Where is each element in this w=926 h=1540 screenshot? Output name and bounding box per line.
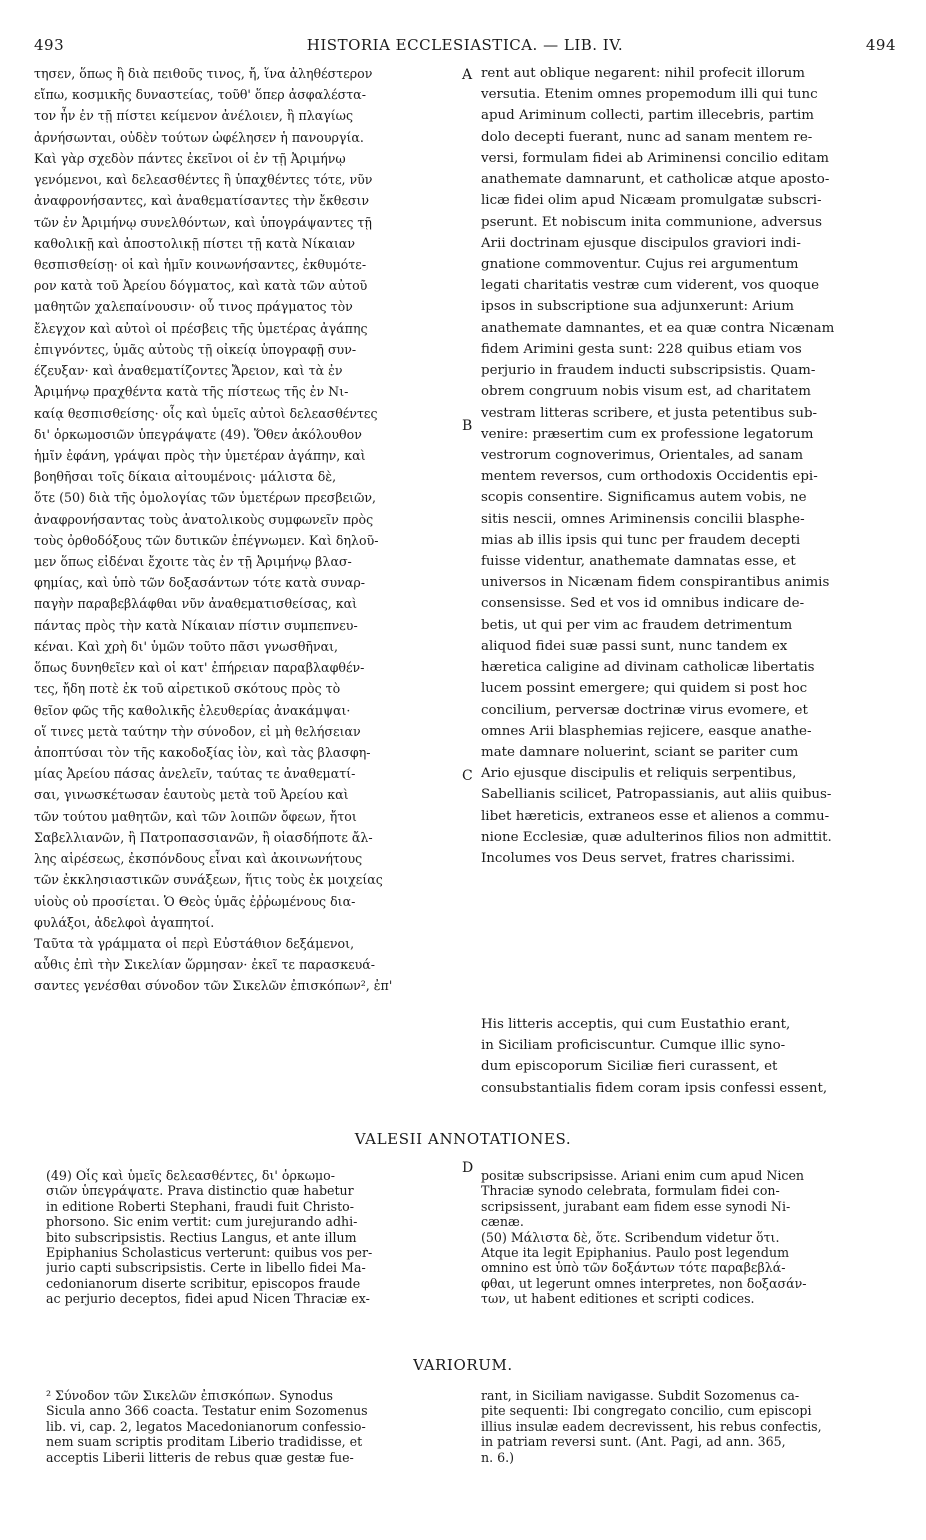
variorum-line: pite sequenti: Ibi congregato concilio, cum episcopi — [481, 1403, 812, 1419]
annotation-line: scripsissent, jurabant eam fidem esse synodi Ni- — [481, 1198, 791, 1214]
latin-text-line: Ario ejusque discipulis et reliquis serpentibus, — [481, 766, 797, 782]
latin-text-line: nione Ecclesiæ, quæ adulterinos filios non admittit. — [481, 829, 832, 845]
latin-text-line: versutia. Etenim omnes propemodum illi qui tunc — [481, 87, 818, 103]
annotation-line: cænæ. — [481, 1214, 524, 1230]
greek-text-line: τον ἦν ἐν τῇ πίστει κείμενον ἀνέλοιεν, ἢ πλαγίως — [34, 108, 354, 124]
latin-text-line: Incolumes vos Deus servet, fratres charissimi. — [481, 851, 796, 867]
greek-text-line: ἀναφρονήσαντας τοὺς ἀνατολικοὺς συμφωνεῖν πρὸς — [34, 511, 374, 527]
margin-letter-d: D — [462, 1160, 474, 1176]
greek-text-line: κέναι. Καὶ χρὴ δι' ὑμῶν τοῦτο πᾶσι γνωσθῆναι, — [34, 638, 339, 654]
latin-text-line: omnes Arii blasphemias rejicere, easque anathe- — [481, 723, 812, 739]
margin-letter-c: C — [462, 768, 473, 784]
greek-text-line: θεσπισθείσῃ· οἱ καὶ ἡμῖν κοινωνήσαντες, ἐκθυμότε- — [34, 256, 367, 272]
annotation-line: φθαι, ut legerunt omnes interpretes, non δοξασάν- — [481, 1275, 807, 1291]
variorum-line: acceptis Liberii litteris de rebus quæ gestæ fue- — [46, 1449, 354, 1465]
latin-text-line: legati charitatis vestræ cum viderent, vos quoque — [481, 278, 820, 294]
latin-text-line: consensisse. Sed et vos id omnibus indicare de- — [481, 596, 805, 612]
annotation-left — [46, 1168, 458, 1307]
greek-text-line: ὅτε (50) διὰ τῆς ὁμολογίας τῶν ὑμετέρων πρεσβειῶν, — [34, 490, 377, 506]
greek-text-line: τῶν τούτου μαθητῶν, καὶ τῶν λοιπῶν ὄφεων, ἤτοι — [34, 808, 357, 824]
greek-text-line: αὖθις ἐπὶ τὴν Σικελίαν ὥρμησαν· ἐκεῖ τε παρασκευά- — [34, 957, 376, 973]
variorum-left — [46, 1388, 458, 1465]
greek-text-line: Καὶ γὰρ σχεδὸν πάντες ἐκεῖνοι οἱ ἐν τῇ Ἀριμήνῳ — [34, 150, 346, 166]
running-title: HISTORIA ECCLESIASTICA. — LIB. IV. — [306, 36, 624, 54]
greek-text-line: ἀρνήσωνται, οὐδὲν τούτων ὠφέλησεν ἡ πανουργία. — [34, 129, 364, 145]
greek-text-line: τησεν, ὅπως ἢ διὰ πειθοῦς τινος, ἤ, ἵνα ἀληθέστερον — [34, 66, 373, 81]
variorum-line: n. 6.) — [481, 1449, 515, 1465]
latin-text-line: vestram litteras scribere, et justa petentibus sub- — [481, 405, 818, 421]
greek-text-line: Ταῦτα τὰ γράμματα οἱ περὶ Εὐστάθιον δεξάμενοι, — [34, 935, 355, 951]
annotation-line: σιῶν ὑπεγράψατε. Prava distinctio quæ habetur — [46, 1183, 354, 1199]
margin-letter-b: B — [462, 418, 473, 434]
latin-text-line: mate damnare noluerint, sciant se pariter cum — [481, 745, 799, 760]
latin-text-line: fuisse videntur, anathemate damnatas esse, et — [481, 554, 796, 570]
greek-text-line: τες, ἤδη ποτὲ ἐκ τοῦ αἱρετικοῦ σκότους πρὸς τὸ — [34, 681, 341, 697]
latin-text-line: universos in Nicænam fidem conspirantibus animis — [481, 575, 830, 591]
latin-text-line: fidem Arimini gesta sunt: 228 quibus etiam vos — [481, 341, 802, 357]
greek-text-line: ρον κατὰ τοῦ Ἀρείου δόγματος, καὶ κατὰ τῶν αὐτοῦ — [34, 278, 368, 294]
annotation-line: cedonianorum diserte scribitur, episcopos fraude — [46, 1275, 361, 1291]
greek-text-line: καίᾳ θεσπισθείσης· οἷς καὶ ὑμεῖς αὐτοὶ δελεασθέντες — [34, 405, 378, 421]
running-header — [34, 36, 896, 60]
latin-text-line: obrem congruum nobis visum est, ad charitatem — [481, 384, 811, 400]
variorum-line: Sicula anno 366 coacta. Testatur enim Sozomenus — [46, 1403, 368, 1419]
latin-text-line: pserunt. Et nobiscum inita communione, adversus — [481, 214, 823, 230]
latin-text-line: His litteris acceptis, qui cum Eustathio erant, — [481, 1017, 791, 1032]
annotation-line: bito subscripsistis. Rectius Langus, et ante illum — [46, 1229, 357, 1245]
greek-text-line: φυλάξοι, ἀδελφοὶ ἀγαπητοί. — [34, 914, 215, 930]
latin-text-line: apud Ariminum collecti, partim illecebris, partim — [481, 108, 815, 124]
latin-text-line: Arii doctrinam ejusque discipulos graviori indi- — [481, 235, 801, 251]
greek-text-line: μεν ὅπως εἰδέναι ἔχοιτε τὰς ἐν τῇ Ἀριμήνῳ βλασ- — [34, 554, 352, 570]
latin-text-line: dolo decepti fuerant, nunc ad sanam mentem re- — [481, 129, 813, 145]
greek-text-line: δι' ὁρκωμοσιῶν ὑπεγράψατε (49). Ὅθεν ἀκόλουθον — [34, 426, 362, 442]
greek-text-line: ὅπως δυνηθεῖεν καὶ οἱ κατ' ἐπήρειαν παραβλαφθέν- — [34, 660, 365, 676]
annotation-line: jurio capti subscripsistis. Certe in libello fidei Ma- — [46, 1260, 366, 1276]
greek-text-line: θεῖον φῶς τῆς καθολικῆς ἐλευθερίας ἀνακάμψαι· — [34, 702, 351, 718]
latin-text-line: sitis nescii, omnes Ariminensis concilii blasphe- — [481, 511, 805, 527]
greek-text-line: σαι, γινωσκέτωσαν ἑαυτοὺς μετὰ τοῦ Ἀρείου καὶ — [34, 787, 349, 803]
greek-text-line: βοηθῆσαι τοῖς δίκαια αἰτουμένοις· μάλιστα δὲ, — [34, 469, 337, 485]
variorum-line: illius insulæ eadem decrevissent, his rebus confectis, — [481, 1418, 822, 1434]
variorum-line: rant, in Siciliam navigasse. Subdit Sozomenus ca- — [481, 1388, 800, 1403]
latin-text-line: perjurio in fraudem inducti subscripsistis. Quam- — [481, 363, 816, 379]
latin-text-line: aliquod fidei suæ passi sunt, nunc tandem ex — [481, 638, 788, 654]
annotations-heading: VALESII ANNOTATIONES. — [354, 1130, 572, 1148]
greek-column — [34, 63, 458, 997]
variorum-line: ² Σύνοδον τῶν Σικελῶν ἐπισκόπων. Synodus — [46, 1388, 334, 1403]
latin-text-line: Sabellianis scilicet, Patropassianis, aut aliis quibus- — [481, 787, 832, 803]
annotation-line: Epiphanius Scholasticus verterunt: quibus vos per- — [46, 1245, 373, 1261]
latin-text-line: versi, formulam fidei ab Ariminensi concilio editam — [481, 150, 829, 166]
annotation-line: (49) Οἷς καὶ ὑμεῖς δελεασθέντες, δι' ὁρκωμο- — [46, 1168, 336, 1183]
latin-text-line: anathemate damnarunt, et catholicæ atque aposto- — [481, 172, 830, 188]
latin-text-line: anathemate damnantes, et ea quæ contra Nicænam — [481, 320, 835, 336]
annotation-line: (50) Μάλιστα δὲ, ὅτε. Scribendum videtur ὅτι. — [481, 1229, 780, 1245]
latin-text-line: libet hæreticis, extraneos esse et alienos a commu- — [481, 808, 830, 824]
greek-text-line: λης αἱρέσεως, ἐκσπόνδους εἶναι καὶ ἀκοινωνήτους — [34, 851, 363, 867]
variorum-line: in patriam reversi sunt. (Ant. Pagi, ad ann. 365, — [481, 1434, 786, 1450]
latin-text-line: licæ fidei olim apud Nicæam promulgatæ subscri- — [481, 193, 822, 209]
greek-text-line: παγὴν παραβεβλάφθαι νῦν ἀναθεματισθείσας, καὶ — [34, 596, 358, 612]
greek-text-line: ἡμῖν ἐφάνη, γράψαι πρὸς τὴν ὑμετέραν ἀγάπην, καὶ — [34, 447, 366, 463]
greek-text-line: μαθητῶν χαλεπαίνουσιν· οὗ τινος πράγματος τὸν — [34, 299, 353, 315]
latin-column — [481, 63, 891, 869]
greek-text-line: ἐπιγνόντες, ὑμᾶς αὐτοὺς τῇ οἰκείᾳ ὑπογραφῇ συν- — [34, 341, 357, 357]
latin-text-line: in Siciliam proficiscuntur. Cumque illic syno- — [481, 1038, 786, 1054]
greek-text-line: σαντες γενέσθαι σύνοδον τῶν Σικελῶν ἐπισκόπων², ἐπ' — [34, 978, 393, 994]
annotation-line: positæ subscripsisse. Ariani enim cum apud Nicen — [481, 1168, 805, 1183]
annotation-line: phorsono. Sic enim vertit: cum jurejurando adhi- — [46, 1214, 358, 1230]
latin-text-line: rent aut oblique negarent: nihil profecit illorum — [481, 66, 805, 81]
greek-text-line: Ἀριμήνῳ πραχθέντα κατὰ τῆς πίστεως τῆς ἐν Νι- — [34, 384, 349, 400]
margin-letter-a: A — [462, 67, 473, 83]
annotation-line: in editione Roberti Stephani, fraudi fuit Christo- — [46, 1198, 354, 1214]
page-number-left: 493 — [34, 36, 65, 54]
variorum-heading: VARIORUM. — [413, 1356, 513, 1374]
greek-text-line: υἱοὺς οὐ προσίεται. Ὁ Θεὸς ὑμᾶς ἐῤῥωμένους δια- — [34, 893, 356, 909]
greek-text-line: μίας Ἀρείου πάσας ἀνελεῖν, ταύτας τε ἀναθεματί- — [34, 766, 356, 782]
annotation-line: Atque ita legit Epiphanius. Paulo post legendum — [481, 1245, 790, 1261]
greek-text-line: ἀποπτύσαι τὸν τῆς κακοδοξίας ἰὸν, καὶ τὰς βλασφη- — [34, 745, 371, 760]
greek-text-line: ἔλεγχον καὶ αὐτοὶ οἱ πρέσβεις τῆς ὑμετέρας ἀγάπης — [34, 320, 368, 336]
greek-text-line: οἵ τινες μετὰ ταύτην τὴν σύνοδον, εἰ μὴ θελήσειαν — [34, 723, 361, 739]
latin-text-line: venire: præsertim cum ex professione legatorum — [481, 426, 814, 442]
annotation-right — [481, 1168, 891, 1307]
variorum-right — [481, 1388, 891, 1465]
latin-text-line: hæretica caligine ad divinam catholicæ libertatis — [481, 660, 815, 676]
page-number-right: 494 — [865, 36, 896, 54]
greek-text-line: γενόμενοι, καὶ δελεασθέντες ἢ ὑπαχθέντες τότε, νῦν — [34, 172, 373, 188]
latin-text-line: ipsos in subscriptione sua adjunxerunt: Arium — [481, 299, 794, 315]
annotation-line: omnino est ὑπὸ τῶν δοξάντων τότε παραβεβλά- — [481, 1260, 786, 1276]
greek-text-line: Σαβελλιανῶν, ἢ Πατροπασσιανῶν, ἢ οἱασδήποτε ἄλ- — [34, 829, 373, 845]
latin-text-line: betis, ut qui per vim ac fraudem detrimentum — [481, 617, 793, 633]
greek-text-line: τῶν ἐν Ἀριμήνῳ συνελθόντων, καὶ ὑπογράψαντες τῇ — [34, 214, 372, 230]
greek-text-line: έζευξαν· καὶ ἀναθεματίζοντες Ἄρειον, καὶ τὰ ἐν — [34, 363, 343, 379]
latin-text-line: lucem possint emergere; qui quidem si post hoc — [481, 681, 808, 697]
latin-text-line: scopis consentire. Significamus autem vobis, ne — [481, 490, 807, 506]
latin-text-line: mentem reversos, cum orthodoxis Occidentis epi- — [481, 469, 818, 485]
latin-text-line: gnatione commoventur. Cujus rei argumentum — [481, 256, 799, 272]
annotation-line: Thraciæ synodo celebrata, formulam fidei con- — [481, 1183, 780, 1199]
latin-text-line: concilium, perversæ doctrinæ virus evomere, et — [481, 702, 808, 718]
latin-text-line: mias ab illis ipsis qui tunc per fraudem decepti — [481, 532, 801, 548]
greek-text-line: πάντας πρὸς τὴν κατὰ Νίκαιαν πίστιν συμπεπνευ- — [34, 617, 358, 633]
annotation-line: των, ut habent editiones et scripti codices. — [481, 1291, 755, 1307]
greek-text-line: ἀναφρονήσαντες, καὶ ἀναθεματίσαντες τὴν ἔκθεσιν — [34, 193, 370, 209]
latin-paragraph-2 — [481, 1014, 891, 1099]
latin-text-line: consubstantialis fidem coram ipsis confessi essent, — [481, 1080, 828, 1096]
greek-text-line: τῶν ἐκκλησιαστικῶν συνάξεων, ἥτις τοὺς ἐκ μοιχείας — [34, 872, 383, 888]
latin-text-line: vestrorum cognoverimus, Orientales, ad sanam — [481, 447, 804, 463]
variorum-line: nem suam scriptis proditam Liberio tradidisse, et — [46, 1434, 363, 1450]
greek-text-line: εἴπω, κοσμικῆς δυναστείας, τοῦθ' ὅπερ ἀσφαλέστα- — [34, 87, 366, 103]
greek-text-line: τοὺς ὀρθοδόξους τῶν δυτικῶν ἐπέγνωμεν. Καὶ δηλοῦ- — [34, 532, 379, 548]
latin-text-line: dum episcoporum Siciliæ fieri curassent, et — [481, 1059, 778, 1075]
greek-text-line: φημίας, καὶ ὑπὸ τῶν δοξασάντων τότε κατὰ συναρ- — [34, 575, 366, 591]
annotation-line: ac perjurio deceptos, fidei apud Nicen Thraciæ ex- — [46, 1291, 370, 1307]
variorum-line: lib. vi, cap. 2, legatos Macedonianorum confessio- — [46, 1418, 366, 1434]
greek-text-line: καθολικῇ καὶ ἀποστολικῇ πίστει τῇ κατὰ Νίκαιαν — [34, 235, 356, 251]
